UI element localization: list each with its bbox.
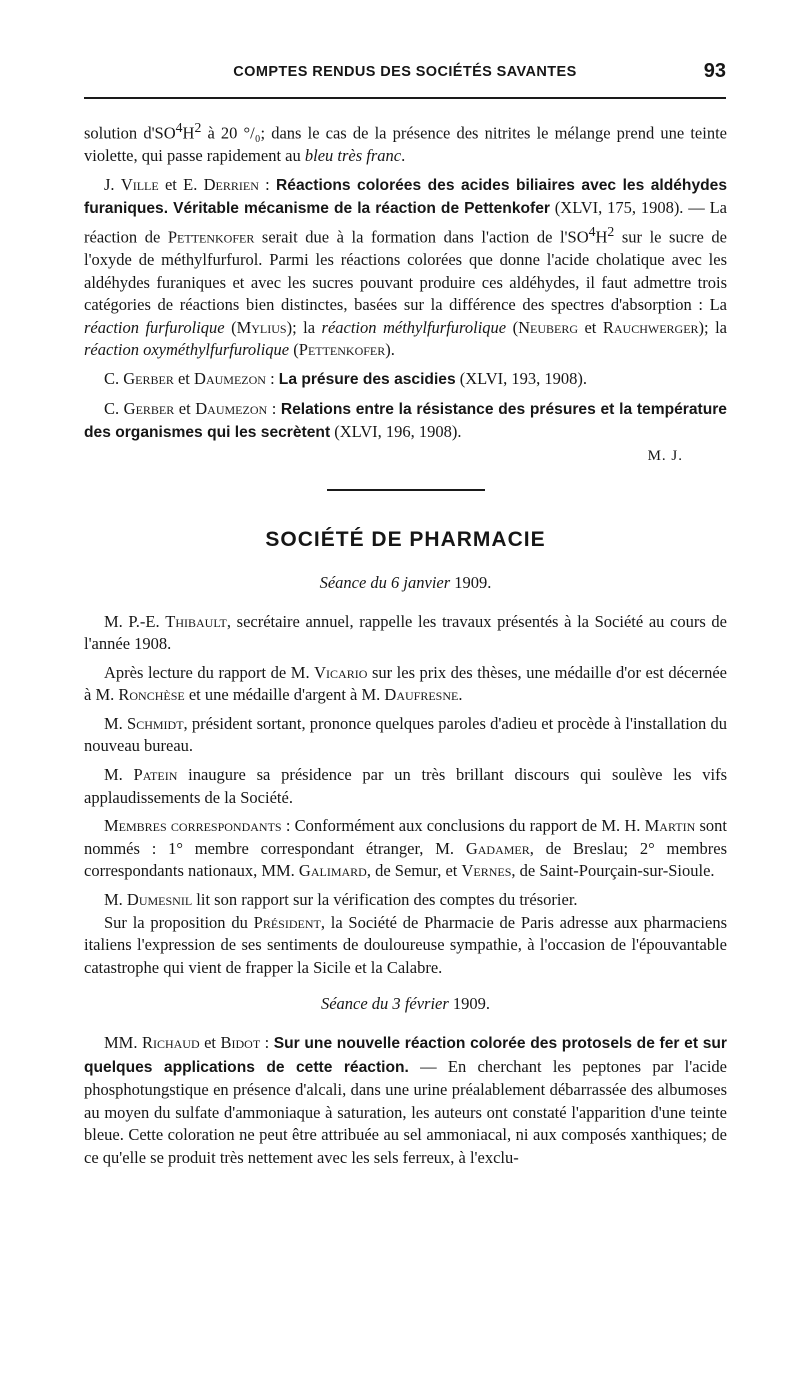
text: ); la (286, 317, 322, 337)
text: lit son rapport sur la vérification des comptes du trésorier. (192, 890, 578, 910)
page-number: 93 (703, 60, 726, 82)
abstract-gerber-daumezon-1 (84, 368, 727, 392)
text: J. (104, 174, 121, 194)
section-title: SOCIÉTÉ DE PHARMACIE (265, 528, 546, 552)
text: sur les prix des thèses, une médaille d'or est décernée à M. (84, 662, 727, 705)
italic-text: Séance du 3 (320, 994, 405, 1014)
text: ( (224, 317, 237, 337)
session2-paragraph-1 (84, 1032, 727, 1170)
author-name: Pettenkofer (167, 227, 255, 247)
text: (XLVI, 196, 1908). (330, 422, 462, 442)
text: Sur la proposition du (104, 912, 254, 932)
text: C. (104, 398, 124, 418)
session-date-2 (84, 993, 727, 1016)
session1-paragraph-7 (84, 912, 727, 980)
text: : (260, 1033, 274, 1052)
paragraph-continuation (84, 117, 727, 168)
text: et (173, 368, 195, 388)
author-name: Dumesnil (126, 890, 193, 910)
page-body (84, 117, 727, 1176)
running-title: COMPTES RENDUS DES SOCIÉTÉS SAVANTES (233, 64, 577, 80)
running-header (84, 60, 726, 90)
abstract-gerber-daumezon-2 (84, 398, 727, 445)
italic-text: janvier (403, 572, 451, 592)
text: M. P.-E. (104, 611, 166, 631)
article-title: Réactions colorées des acides biliaires avec les aldéhydes furaniques. Véritable mécanisme de la réaction de Pettenkofer (84, 176, 727, 218)
author-name: Vicario (314, 662, 368, 682)
header-rule (84, 97, 726, 99)
text: et (174, 398, 196, 418)
text: solution d'SO (84, 123, 176, 143)
italic-text: Séance du 6 (319, 572, 404, 592)
text: : (265, 368, 279, 388)
text: et E. (158, 174, 204, 194)
superscript: 2 (194, 120, 202, 135)
author-name: Daumezon (195, 398, 268, 418)
superscript: 2 (607, 223, 615, 239)
section-separator (327, 489, 485, 491)
italic-text: bleu très franc (304, 146, 402, 166)
author-name: Richaud (141, 1033, 200, 1052)
session1-paragraph-6 (84, 889, 727, 912)
author-name: Gadamer (465, 838, 530, 858)
italic-text: réaction méthylfurfurolique (321, 317, 507, 337)
text: , de Saint-Pourçain-sur-Sioule. (511, 861, 715, 881)
article-title: Sur une nouvelle réaction colorée des protosels de fer et sur quelques applications de cette réaction. (84, 1035, 727, 1076)
abstract-ville-derrien (84, 174, 727, 362)
text: et (578, 317, 603, 337)
article-title: La présure des ascidies (278, 370, 456, 388)
author-name: Rauchwerger (602, 317, 699, 337)
author-name: Président (253, 912, 321, 932)
text: H (182, 123, 195, 143)
text: , de Breslau; 2° membres correspondants nationaux, MM. (84, 838, 727, 881)
author-name: Neuberg (518, 317, 578, 337)
author-name: Ronchèse (118, 685, 185, 705)
text: inaugure sa présidence par un très brillant discours qui soulève les vifs applaudissements de la Société. (84, 765, 727, 807)
author-name: Mylius (236, 317, 287, 337)
session1-paragraph-4 (84, 764, 727, 809)
italic-text: février (404, 994, 449, 1014)
text: M. (104, 765, 134, 785)
text: . (401, 146, 406, 166)
text: , secrétaire annuel, rappelle les travaux présentés à la Société au cours de l'année 1908. (84, 611, 727, 654)
text: 1909. (450, 572, 492, 592)
text: ); la (698, 317, 727, 337)
session1-paragraph-1 (84, 611, 727, 656)
author-name: Bidot (220, 1033, 261, 1052)
text: M. (104, 713, 128, 733)
text: sur le sucre de l'oxyde de méthylfurfurol. Parmi les réactions colorées que donne l'acide cholatique avec les aldéhydes furaniques et avec les sucres pouvant produire ces aldéhydes, il faut admettre trois catégories de réactions bien distinctes, basées sur la différence des spectres d'absorption : La (84, 227, 727, 315)
superscript: 4 (175, 120, 183, 135)
author-name: Derrien (203, 174, 259, 194)
text: , président sortant, prononce quelques paroles d'adieu et procède à l'installation du nouveau bureau. (84, 713, 727, 756)
text: ( (289, 340, 299, 360)
author-name: Gerber (123, 398, 175, 418)
author-name: Patein (133, 765, 178, 785)
text: , la Société de Pharmacie de Paris adresse aux pharmaciens italiens l'expression de ses sentiments de douloureuse sympathie, à l'occasion de l'épouvantable catastrophe qui vient de frapper la Sicile et la Calabre. (84, 912, 728, 977)
author-name: Pettenkofer (298, 340, 386, 360)
author-name: Schmidt (127, 713, 184, 733)
author-name: Martin (644, 816, 696, 836)
label-text: Membres correspondants (104, 816, 282, 836)
author-name: Daumezon (194, 368, 266, 388)
author-name: Gerber (123, 368, 174, 388)
text: : Conformément aux conclusions du rapport de M. H. (281, 816, 645, 836)
text: à 20 °/₀; dans le cas de la présence des nitrites le mélange prend une teinte violette, qui passe rapidement au (84, 123, 727, 166)
session1-paragraph-3 (84, 713, 727, 758)
text: (XLVI, 175, 1908). — La réaction de (84, 198, 727, 247)
italic-text: réaction furfurolique (84, 317, 225, 337)
author-name: Galimard (298, 861, 367, 881)
article-title: Relations entre la résistance des présures et la température des organismes qui les secrètent (84, 400, 727, 442)
author-name: Thibault (165, 611, 227, 631)
text: serait due à la formation dans l'action de l'SO (254, 227, 589, 247)
text: H (595, 227, 608, 247)
text: Après lecture du rapport de M. (104, 662, 315, 682)
text: C. (104, 368, 124, 388)
superscript: 4 (588, 223, 596, 239)
text: M. (104, 890, 127, 910)
session1-paragraph-2 (84, 662, 727, 707)
text: — En cherchant les peptones par l'acide phosphotungstique en présence d'alcali, dans une urine préalablement débarrassée des albumoses au moyen du sulfate d'ammoniaque à saturation, les auteurs ont constaté l'apparition d'une teinte bleue. Cette coloration ne peut être attribuée au sel ammoniacal, ni aux composés xanthiques; de ce qu'elle se produit très nettement avec les sels ferreux, à l'exclu- (84, 1056, 727, 1167)
text: , de Semur, et (366, 861, 462, 881)
author-name: Ville (120, 174, 159, 194)
session-date-1 (84, 572, 727, 595)
author-name: Vernes (461, 861, 512, 881)
text: ( (506, 317, 519, 337)
text: 1909. (448, 994, 491, 1014)
text: (XLVI, 193, 1908). (455, 368, 588, 388)
italic-text: réaction oxyméthylfurfurolique (84, 340, 290, 360)
text: . (458, 685, 463, 705)
text: ). (385, 340, 395, 360)
signature: M. J. (647, 447, 683, 464)
text: MM. (104, 1033, 142, 1052)
session1-paragraph-5 (84, 815, 727, 883)
text: : (258, 174, 277, 194)
text: et (199, 1033, 221, 1052)
text: : (267, 398, 281, 418)
text: et une médaille d'argent à M. (184, 685, 385, 705)
author-name: Daufresne (384, 685, 459, 705)
text: sont nommés : 1° membre correspondant étranger, M. (84, 816, 727, 858)
